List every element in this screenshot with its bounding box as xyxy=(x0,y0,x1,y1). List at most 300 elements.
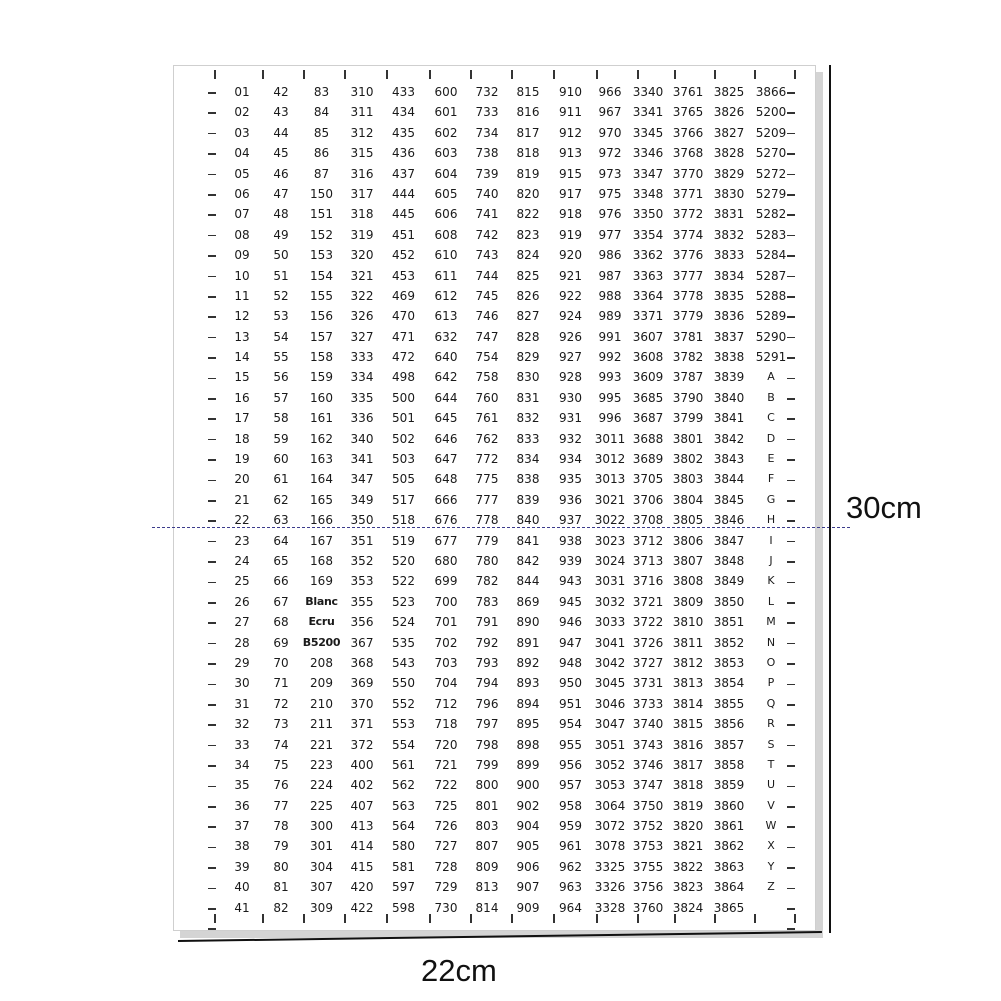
table-cell: 813 xyxy=(475,880,499,895)
table-cell: 51 xyxy=(273,268,289,283)
table-cell: 09 xyxy=(234,248,250,263)
ruler-tick xyxy=(208,459,216,461)
table-cell: F xyxy=(767,472,775,486)
table-cell: 798 xyxy=(475,737,499,752)
ruler-tick xyxy=(208,663,216,665)
ruler-tick xyxy=(208,296,216,298)
table-cell: 3771 xyxy=(672,186,704,201)
table-cell: 911 xyxy=(559,105,582,120)
table-cell: 30 xyxy=(234,676,250,691)
table-cell: 932 xyxy=(559,431,582,446)
table-cell: 840 xyxy=(516,513,540,528)
ruler-tick xyxy=(208,357,216,359)
table-cell: 800 xyxy=(475,778,499,793)
table-cell: 951 xyxy=(559,696,582,711)
ruler-tick xyxy=(386,70,388,79)
table-cell: 3721 xyxy=(632,594,664,609)
table-cell: 87 xyxy=(313,166,330,181)
table-cell: 732 xyxy=(475,85,499,99)
table-cell: 640 xyxy=(434,350,458,365)
table-cell: 3053 xyxy=(594,778,626,793)
table-cell: 3846 xyxy=(713,513,745,528)
table-cell: 3861 xyxy=(713,819,745,834)
table-cell: 563 xyxy=(392,798,415,813)
table-cell: 5283 xyxy=(755,227,787,242)
table-cell: 06 xyxy=(234,186,250,201)
table-cell: 3046 xyxy=(594,696,626,711)
table-cell: 3747 xyxy=(632,778,664,793)
table-cell: 500 xyxy=(392,390,415,405)
table-cell: 603 xyxy=(434,146,458,161)
table-cell: 3340 xyxy=(632,85,664,99)
table-cell: 67 xyxy=(273,594,289,609)
table-cell: 469 xyxy=(392,288,415,303)
table-cell: 780 xyxy=(475,553,499,568)
table-cell: 803 xyxy=(475,819,499,834)
table-cell: 5290 xyxy=(755,329,787,344)
table-cell: 156 xyxy=(310,309,333,324)
table-cell: 3341 xyxy=(632,105,664,120)
table-cell: 3052 xyxy=(594,757,626,772)
table-cell: 745 xyxy=(475,288,499,303)
table-cell: 413 xyxy=(350,819,374,834)
table-cell: 827 xyxy=(516,309,540,324)
table-cell: 975 xyxy=(598,186,622,201)
ruler-tick xyxy=(208,112,216,114)
table-cell: 3041 xyxy=(594,635,626,650)
table-cell: 740 xyxy=(475,186,499,201)
table-cell: 824 xyxy=(516,248,540,263)
table-cell: 46 xyxy=(273,166,289,181)
table-cell: 890 xyxy=(516,615,540,630)
table-cell: 3733 xyxy=(632,696,664,711)
table-cell: 61 xyxy=(273,472,289,487)
table-cell: 3778 xyxy=(672,288,704,303)
table-cell: 31 xyxy=(234,696,250,711)
table-cell: 936 xyxy=(559,492,582,507)
table-cell: 33 xyxy=(234,737,250,752)
table-cell: 818 xyxy=(516,146,540,161)
table-cell: 799 xyxy=(475,757,499,772)
table-cell: 3354 xyxy=(632,227,664,242)
table-cell: 606 xyxy=(434,207,458,222)
ruler-tick xyxy=(208,337,216,339)
table-cell: 3822 xyxy=(672,859,704,874)
table-cell: 3781 xyxy=(672,329,704,344)
ruler-tick xyxy=(208,153,216,155)
table-cell: 996 xyxy=(598,411,622,426)
table-cell: 3817 xyxy=(672,757,704,772)
table-cell: 62 xyxy=(273,492,289,507)
table-cell: H xyxy=(766,513,776,527)
table-cell: 758 xyxy=(475,370,499,385)
ruler-tick xyxy=(208,378,216,380)
table-cell: 3805 xyxy=(672,513,704,528)
table-cell: 3811 xyxy=(672,635,704,650)
table-cell: 3345 xyxy=(632,125,664,140)
table-cell: 56 xyxy=(273,370,289,385)
table-cell: 3837 xyxy=(713,329,745,344)
table-cell: 28 xyxy=(234,635,250,650)
table-cell: 19 xyxy=(234,452,250,467)
table-cell: A xyxy=(767,370,775,384)
table-cell: 600 xyxy=(434,85,458,99)
height-dimension-line xyxy=(829,65,831,933)
table-cell: 3045 xyxy=(594,676,626,691)
table-cell: W xyxy=(765,819,777,833)
table-cell: 518 xyxy=(392,513,415,528)
table-cell: 3865 xyxy=(713,900,745,915)
table-cell: 950 xyxy=(559,676,582,691)
table-cell: 963 xyxy=(559,880,582,895)
table-cell: 3833 xyxy=(713,248,745,263)
table-cell: 433 xyxy=(392,85,415,99)
table-cell: 3845 xyxy=(713,492,745,507)
table-cell: 3821 xyxy=(672,839,704,854)
table-cell: 3753 xyxy=(632,839,664,854)
table-cell: 41 xyxy=(234,900,250,915)
table-cell: 910 xyxy=(559,85,582,99)
table-cell: 3807 xyxy=(672,553,704,568)
table-cell: 03 xyxy=(234,125,250,140)
table-cell: 3840 xyxy=(713,390,745,405)
ruler-tick xyxy=(208,847,216,849)
table-cell: 369 xyxy=(350,676,374,691)
table-cell: 832 xyxy=(516,411,540,426)
table-cell: 71 xyxy=(273,676,289,691)
table-cell: O xyxy=(766,655,776,669)
table-cell: 3078 xyxy=(594,839,626,854)
table-cell: 3350 xyxy=(632,207,664,222)
table-cell: 701 xyxy=(434,615,458,630)
table-cell: 37 xyxy=(234,819,250,834)
table-cell: 42 xyxy=(273,85,289,99)
table-cell: 3776 xyxy=(672,248,704,263)
table-cell: 503 xyxy=(392,452,415,467)
ruler-tick xyxy=(208,174,216,176)
table-cell xyxy=(750,898,792,918)
table-cell: 829 xyxy=(516,350,540,365)
table-cell: 3765 xyxy=(672,105,704,120)
table-cell: 777 xyxy=(475,492,499,507)
table-cell: 921 xyxy=(559,268,582,283)
ruler-tick xyxy=(208,704,216,706)
table-cell: 436 xyxy=(392,146,415,161)
table-cell: 70 xyxy=(273,655,289,670)
table-cell: 3849 xyxy=(713,574,745,589)
table-cell: 76 xyxy=(273,778,289,793)
ruler-tick xyxy=(208,806,216,808)
table-cell: 772 xyxy=(475,452,499,467)
table-cell: 3860 xyxy=(713,798,745,813)
table-cell: 680 xyxy=(434,553,458,568)
table-cell: 414 xyxy=(350,839,374,854)
table-cell: 920 xyxy=(559,248,582,263)
table-cell: 502 xyxy=(392,431,415,446)
table-cell: 809 xyxy=(475,859,499,874)
table-cell: 309 xyxy=(310,900,333,915)
table-cell: E xyxy=(767,452,775,466)
table-cell: 20 xyxy=(234,472,250,487)
table-cell: 907 xyxy=(516,880,540,895)
table-cell: 957 xyxy=(559,778,582,793)
center-dashed-line xyxy=(152,527,850,528)
table-cell: 919 xyxy=(559,227,582,242)
table-cell: 50 xyxy=(273,248,289,263)
table-cell: 699 xyxy=(434,574,458,589)
table-cell: 3787 xyxy=(672,370,704,385)
table-cell: 517 xyxy=(392,492,415,507)
table-cell: 318 xyxy=(350,207,374,222)
table-cell: 168 xyxy=(310,553,333,568)
table-cell: 3716 xyxy=(632,574,664,589)
table-cell: 3809 xyxy=(672,594,704,609)
table-cell: 3830 xyxy=(713,186,745,201)
table-cell: 993 xyxy=(598,370,622,385)
ruler-tick xyxy=(208,684,216,686)
table-cell: 04 xyxy=(234,146,250,161)
table-cell: 310 xyxy=(350,85,374,99)
table-cell: 3363 xyxy=(632,268,664,283)
table-cell: 3022 xyxy=(594,513,626,528)
table-cell: 372 xyxy=(350,737,374,752)
table-cell: 915 xyxy=(559,166,582,181)
table-cell: 208 xyxy=(310,655,333,670)
ruler-tick xyxy=(754,70,756,79)
table-cell: 444 xyxy=(392,186,415,201)
table-cell: 976 xyxy=(598,207,622,222)
top-tick-marks xyxy=(174,70,815,82)
table-cell: 3051 xyxy=(594,737,626,752)
table-cell: 552 xyxy=(392,696,415,711)
ruler-tick xyxy=(208,133,216,135)
table-cell: 718 xyxy=(434,717,458,732)
ruler-tick xyxy=(208,214,216,216)
table-cell: 602 xyxy=(434,125,458,140)
table-cell: 3608 xyxy=(632,350,664,365)
table-cell: 992 xyxy=(598,350,622,365)
table-cell: 796 xyxy=(475,696,499,711)
table-cell: 754 xyxy=(475,350,499,365)
table-cell: 3328 xyxy=(594,900,626,915)
table-cell: 5291 xyxy=(755,350,787,365)
table-cell: 356 xyxy=(350,615,374,630)
table-cell: 49 xyxy=(273,227,289,242)
table-cell: 3755 xyxy=(632,859,664,874)
table-cell: 73 xyxy=(273,717,289,732)
table-cell: 453 xyxy=(392,268,415,283)
table-cell: 825 xyxy=(516,268,540,283)
table-cell: 739 xyxy=(475,166,499,181)
table-cell: 353 xyxy=(350,574,374,589)
table-cell: 833 xyxy=(516,431,540,446)
table-cell: M xyxy=(766,615,776,629)
table-cell: 160 xyxy=(310,390,333,405)
table-cell: 150 xyxy=(310,186,333,201)
table-cell: 5209 xyxy=(755,125,787,140)
table-cell: 3032 xyxy=(594,594,626,609)
table-cell: 5282 xyxy=(755,207,787,222)
table-cell: N xyxy=(766,635,776,649)
table-cell: 08 xyxy=(234,227,250,242)
table-cell: 926 xyxy=(559,329,582,344)
table-cell: 961 xyxy=(559,839,582,854)
table-cell: 3064 xyxy=(594,798,626,813)
table-cell: 3838 xyxy=(713,350,745,365)
table-cell: Y xyxy=(767,859,775,873)
table-cell: 402 xyxy=(350,778,374,793)
table-cell: 22 xyxy=(234,513,250,528)
table-cell: 25 xyxy=(234,574,250,589)
table-cell: 955 xyxy=(559,737,582,752)
ruler-tick xyxy=(208,235,216,237)
ruler-tick xyxy=(470,70,472,79)
table-cell: 746 xyxy=(475,309,499,324)
table-cell: 943 xyxy=(559,574,582,589)
table-cell: 3766 xyxy=(672,125,704,140)
table-cell: Q xyxy=(766,696,776,710)
table-cell: 826 xyxy=(516,288,540,303)
table-cell: 783 xyxy=(475,594,499,609)
table-cell: Z xyxy=(767,880,775,894)
ruler-tick xyxy=(208,765,216,767)
ruler-tick xyxy=(303,70,305,79)
table-cell: 13 xyxy=(234,329,250,344)
table-cell: 801 xyxy=(475,798,499,813)
table-cell: 947 xyxy=(559,635,582,650)
table-cell: 934 xyxy=(559,452,582,467)
table-cell: 554 xyxy=(392,737,415,752)
table-cell: 157 xyxy=(310,329,333,344)
ruler-tick xyxy=(208,255,216,257)
table-cell: 792 xyxy=(475,635,499,650)
ruler-tick xyxy=(714,70,716,79)
table-cell: 562 xyxy=(392,778,415,793)
table-cell: 647 xyxy=(434,452,458,467)
table-cell: 797 xyxy=(475,717,499,732)
table-cell: 69 xyxy=(273,635,289,650)
table-cell: 48 xyxy=(273,207,289,222)
table-cell: 420 xyxy=(350,880,374,895)
table-cell: 3346 xyxy=(632,146,664,161)
table-cell: 07 xyxy=(234,207,250,222)
table-cell: 3072 xyxy=(594,819,626,834)
table-cell: 341 xyxy=(350,452,374,467)
table-cell: 601 xyxy=(434,105,458,120)
table-cell: 761 xyxy=(475,411,499,426)
table-cell: 939 xyxy=(559,553,582,568)
table-cell: 211 xyxy=(310,717,333,732)
table-cell: 169 xyxy=(310,574,333,589)
table-cell: 161 xyxy=(310,411,333,426)
table-cell: 3770 xyxy=(672,166,704,181)
table-cell: 3829 xyxy=(713,166,745,181)
table-cell: X xyxy=(767,839,775,853)
table-cell: 917 xyxy=(559,186,582,201)
table-cell: 77 xyxy=(273,798,289,813)
table-cell: 760 xyxy=(475,390,499,405)
table-cell: 519 xyxy=(392,533,415,548)
table-cell: 434 xyxy=(392,105,415,120)
ruler-tick xyxy=(208,888,216,890)
table-cell: 34 xyxy=(234,757,250,772)
table-cell: 3858 xyxy=(713,757,745,772)
table-cell: 336 xyxy=(350,411,374,426)
table-cell: 3826 xyxy=(713,105,745,120)
table-cell: 3024 xyxy=(594,553,626,568)
table-cell: 16 xyxy=(234,390,250,405)
table-cell: J xyxy=(769,553,773,567)
table-cell: 561 xyxy=(392,757,415,772)
table-cell: 3731 xyxy=(632,676,664,691)
table-cell: 59 xyxy=(273,431,289,446)
ruler-tick xyxy=(208,602,216,604)
table-cell: 906 xyxy=(516,859,540,874)
ruler-tick xyxy=(208,908,216,910)
ruler-tick xyxy=(208,194,216,196)
table-cell: 962 xyxy=(559,859,582,874)
table-cell: 543 xyxy=(392,655,415,670)
table-cell: 151 xyxy=(310,207,333,222)
table-cell: 604 xyxy=(434,166,458,181)
table-cell: 642 xyxy=(434,370,458,385)
table-cell: 775 xyxy=(475,472,499,487)
table-cell: 24 xyxy=(234,553,250,568)
table-cell: 368 xyxy=(350,655,374,670)
table-cell: 869 xyxy=(516,594,540,609)
table-cell: 793 xyxy=(475,655,499,670)
table-cell: 612 xyxy=(434,288,458,303)
ruler-tick xyxy=(637,70,639,79)
table-cell: 828 xyxy=(516,329,540,344)
table-cell: 3689 xyxy=(632,452,664,467)
table-cell: 726 xyxy=(434,819,458,834)
ruler-tick xyxy=(208,745,216,747)
ruler-tick xyxy=(262,70,264,79)
table-cell: Ecru xyxy=(308,615,335,629)
table-cell: 820 xyxy=(516,186,540,201)
table-cell: 823 xyxy=(516,227,540,242)
table-cell: 355 xyxy=(350,594,374,609)
table-cell: 762 xyxy=(475,431,499,446)
table-cell: 79 xyxy=(273,839,289,854)
table-cell: 437 xyxy=(392,166,415,181)
table-cell: 165 xyxy=(310,492,333,507)
table-cell: B5200 xyxy=(302,635,341,649)
ruler-tick xyxy=(596,70,598,79)
table-cell: 817 xyxy=(516,125,540,140)
table-cell: 3824 xyxy=(672,900,704,915)
table-cell: 3685 xyxy=(632,390,664,405)
table-cell: 84 xyxy=(313,105,330,120)
table-cell: 304 xyxy=(310,859,333,874)
table-cell: 580 xyxy=(392,839,415,854)
table-cell: 5270 xyxy=(755,146,787,161)
ruler-tick xyxy=(429,70,431,79)
table-cell: 841 xyxy=(516,533,540,548)
table-cell: 738 xyxy=(475,146,499,161)
table-cell: 371 xyxy=(350,717,374,732)
table-cell: 352 xyxy=(350,553,374,568)
table-cell: 74 xyxy=(273,737,289,752)
table-cell: 63 xyxy=(273,513,289,528)
table-cell: 3855 xyxy=(713,696,745,711)
table-cell: 45 xyxy=(273,146,289,161)
table-cell: 3790 xyxy=(672,390,704,405)
ruler-tick xyxy=(208,928,216,930)
table-cell: 646 xyxy=(434,431,458,446)
table-cell: 725 xyxy=(434,798,458,813)
